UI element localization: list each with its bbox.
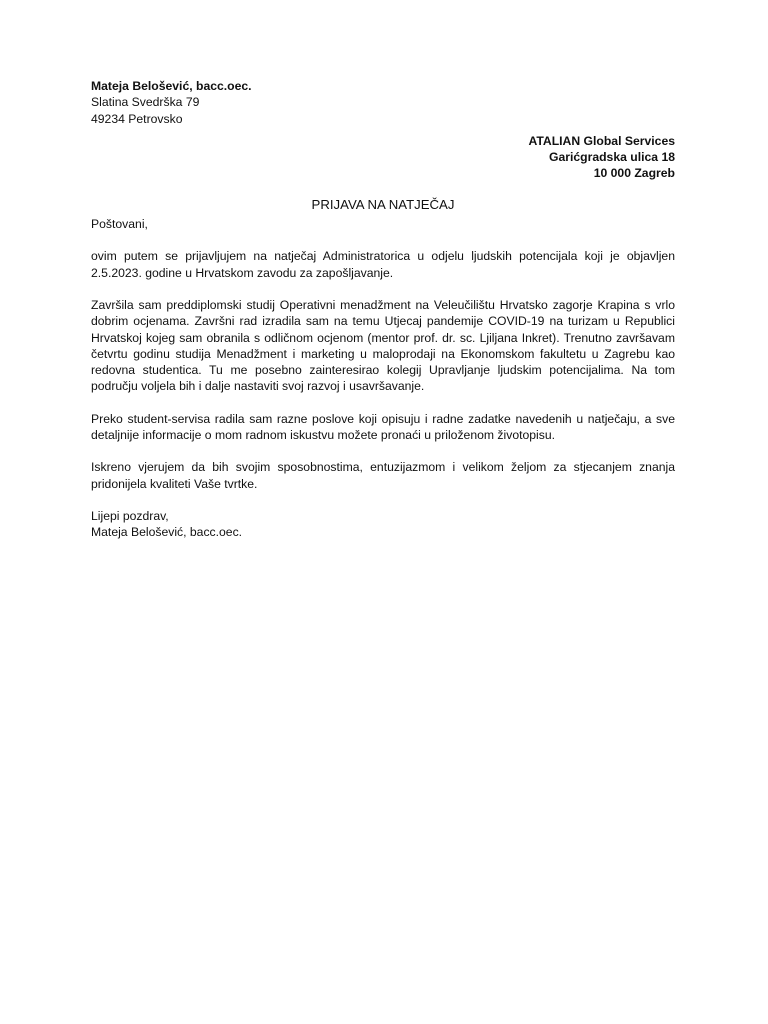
paragraph-experience: Preko student-servisa radila sam razne poslove koji opisuju i radne zadatke navedenih u natječaju, a sve detaljnije informacije o mom radnom iskustvu možete pronaći u priloženom životopisu. <box>91 411 675 443</box>
closing-block <box>91 508 675 541</box>
paragraph-application: ovim putem se prijavljujem na natječaj Administratorica u odjelu ljudskih potencijala koji je objavljen 2.5.2023. godine u Hrvatskom zavodu za zapošljavanje. <box>91 249 675 280</box>
recipient-company: ATALIAN Global Services <box>528 133 675 148</box>
paragraph-education: Završila sam preddiplomski studij Operativni menadžment na Veleučilištu Hrvatsko zagorje Krapina s vrlo dobrim ocjenama. Završni rad izradila sam na temu Utjecaj pandemije COVID-19 na turizam u Republici Hrvatskoj kojeg sam obranila s odličnom ocjenom (mentor prof. dr. sc. Ljiljana Inkret). Trenutno završavam četvrtu godinu studija Menadžment i marketing u maloprodaji na Ekonomskom fakultetu u Zagrebu kao redovna studentica. Tu me posebno zainteresirao kolegij Upravljanje ljudskim potencijalima. Na tom području voljela bih i dalje nastaviti svoj razvoj i usavršavanje. <box>91 297 675 394</box>
letter-body <box>91 78 675 541</box>
sender-name: Mateja Belošević, bacc.oec. <box>91 79 252 93</box>
recipient-city: 10 000 Zagreb <box>593 166 675 181</box>
closing-greeting: Lijepi pozdrav, <box>91 508 169 523</box>
sender-block <box>91 78 675 127</box>
letter-subject: PRIJAVA NA NATJEČAJ <box>311 196 455 212</box>
sender-street: Slatina Svedrška 79 <box>91 95 200 110</box>
recipient-block <box>91 133 675 182</box>
recipient-street: Garićgradska ulica 18 <box>548 150 675 165</box>
salutation: Poštovani, <box>91 217 148 232</box>
paragraph-motivation: Iskreno vjerujem da bih svojim sposobnostima, entuzijazmom i velikom željom za stjecanjem znanja pridonijela kvaliteti Vaše tvrtke. <box>91 460 675 491</box>
closing-signature: Mateja Belošević, bacc.oec. <box>91 525 243 540</box>
sender-city: 49234 Petrovsko <box>91 111 183 126</box>
